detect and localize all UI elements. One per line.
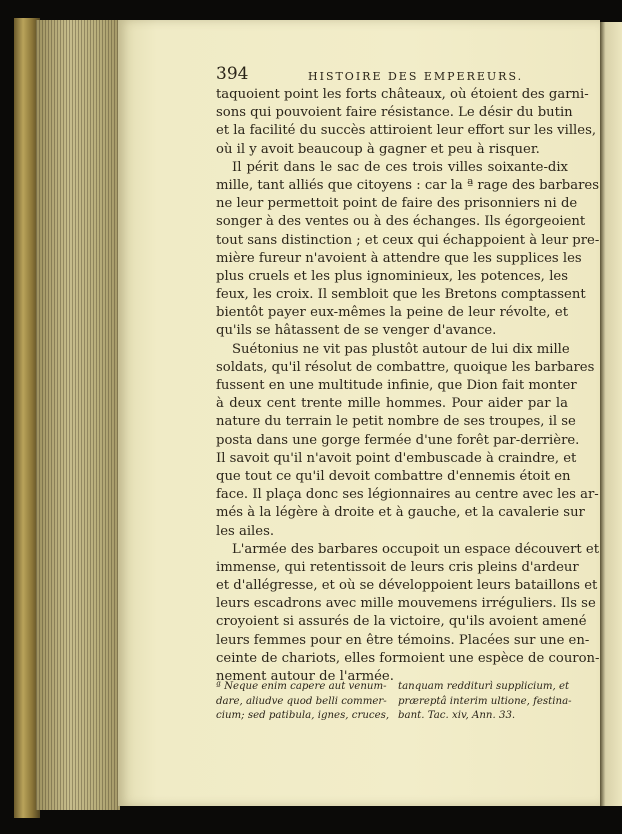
text-line: où il y avoit beaucoup à gagner et peu à risquer. xyxy=(216,141,540,157)
text-line: soldats, qu'il résolut de combattre, quoique les barbares xyxy=(216,359,595,375)
text-line: que tout ce qu'il devoit combattre d'ennemis étoit en xyxy=(216,468,571,484)
page-number: 394 xyxy=(216,64,249,84)
body-text xyxy=(216,86,600,686)
text-line: à deux cent trente mille hommes. Pour aider par la xyxy=(216,396,568,412)
text-line: plus cruels et les plus ignominieux, les potences, les xyxy=(216,268,568,284)
text-line: Suétonius ne vit pas plustôt autour de lui dix mille xyxy=(232,341,570,357)
text-line: L'armée des barbares occupoit un espace découvert et xyxy=(232,541,599,557)
text-line: croyoient si assurés de la victoire, qu'ils avoient amené xyxy=(216,614,587,630)
text-line: ne leur permettoit point de faire des prisonniers ni de xyxy=(216,196,578,212)
text-line: qu'ils se hâtassent de se venger d'avance. xyxy=(216,323,497,339)
text-line: Il périt dans le sac de ces trois villes soixante-dix xyxy=(232,159,568,175)
text-line: et la facilité du succès attiroient leur effort sur les villes, xyxy=(216,123,597,139)
text-line: fussent en une multitude infinie, que Dion fait monter xyxy=(216,378,577,393)
text-line: més à la légère à droite et à gauche, et la cavalerie sur xyxy=(216,505,585,521)
text-line: et d'allégresse, et où se développoient leurs bataillons et xyxy=(216,578,598,594)
text-line: nature du terrain le petit nombre de ses troupes, il se xyxy=(216,414,576,430)
page-header xyxy=(216,64,586,88)
footnote-line: bant. Tac. xiv, Ann. 33. xyxy=(398,710,516,722)
text-line: songer à des ventes ou à des échanges. Ils égorgeoient xyxy=(216,214,586,230)
text-line: leurs femmes pour en être témoins. Placées sur une en- xyxy=(216,632,590,648)
text-line: taquoient point les forts châteaux, où étoient des garni- xyxy=(216,87,589,102)
footnote-line: præreptâ interim ultione, festina- xyxy=(398,695,572,707)
footnote-line: cium; sed patibula, ignes, cruces, xyxy=(216,710,390,722)
text-line: mille, tant alliés que citoyens : car la ª rage des barbares xyxy=(216,177,599,193)
footnote-right-column xyxy=(398,680,572,724)
footnote-line: tanquam redditurì supplicium, et xyxy=(398,681,570,692)
facing-page-edge xyxy=(600,22,622,806)
page-edges xyxy=(36,20,120,810)
footnote-line: dare, aliudve quod belli commer- xyxy=(216,695,387,707)
text-line: nement autour de l'armée. xyxy=(216,669,394,684)
text-line: sons qui pouvoient faire résistance. Le désir du butin xyxy=(216,105,573,121)
footnote-line: ª Neque enim capere aut venum- xyxy=(216,681,387,692)
text-line: ceinte de chariots, elles formoient une espèce de couron- xyxy=(216,650,600,666)
text-line: feux, les croix. Il sembloit que les Bretons comptassent xyxy=(216,287,586,303)
text-line: immense, qui retentissoit de leurs cris pleins d'ardeur xyxy=(216,559,579,575)
text-line: bientôt payer eux-mêmes la peine de leur révolte, et xyxy=(216,305,568,321)
text-line: Il savoit qu'il n'avoit point d'embuscade à craindre, et xyxy=(216,450,577,466)
running-title: HISTOIRE DES EMPEREURS. xyxy=(308,70,524,83)
text-line: posta dans une gorge fermée d'une forêt par-derrière. xyxy=(216,432,580,448)
text-line: les ailes. xyxy=(216,523,275,539)
footnote-left-column xyxy=(216,680,390,724)
text-line: tout sans distinction ; et ceux qui échappoient à leur pre- xyxy=(216,232,600,248)
text-line: mière fureur n'avoient à attendre que les supplices les xyxy=(216,250,582,266)
text-line: face. Il plaça donc ses légionnaires au centre avec les ar- xyxy=(216,487,599,503)
text-line: leurs escadrons avec mille mouvemens irréguliers. Ils se xyxy=(216,596,596,612)
